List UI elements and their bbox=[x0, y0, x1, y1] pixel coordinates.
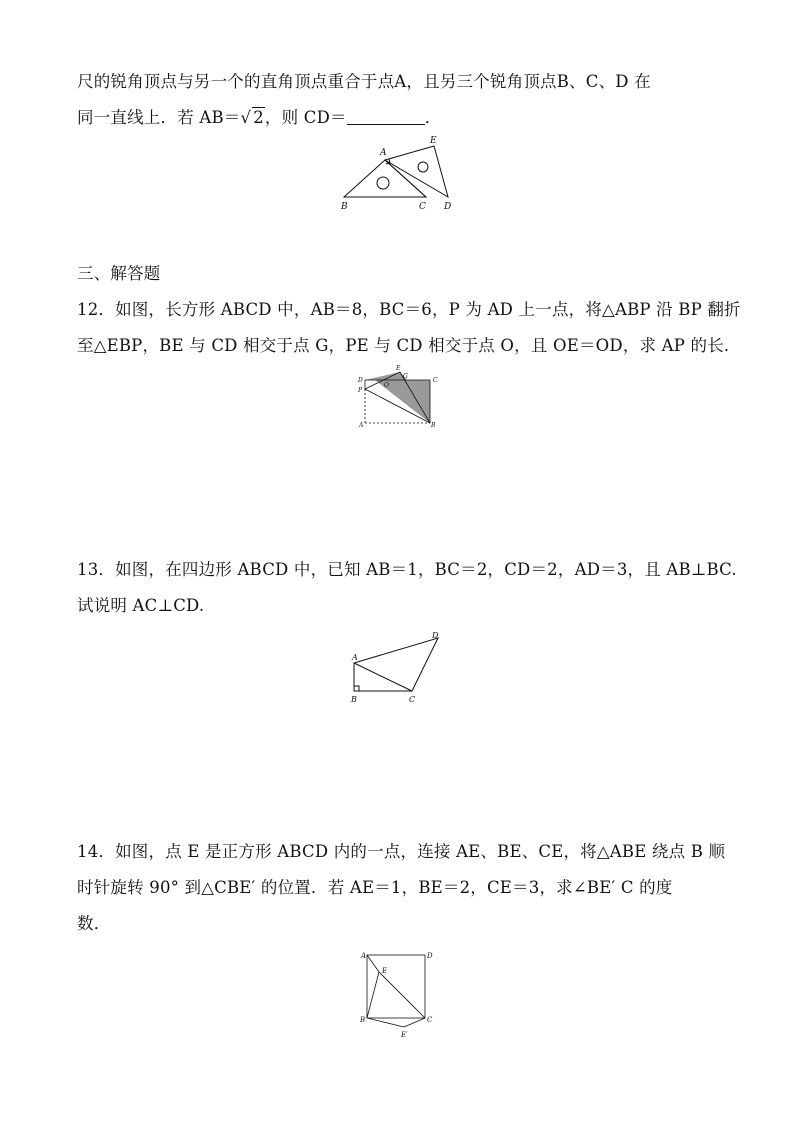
section-title: 三、解答题 bbox=[77, 264, 161, 283]
label-e: E bbox=[382, 967, 388, 975]
q12-text-line1: 12．如图，长方形 ABCD 中，AB＝8，BC＝6，P 为 AD 上一点，将△ABP 沿 BP 翻折 bbox=[77, 300, 741, 319]
label-d: D bbox=[427, 952, 433, 960]
q14-text-line2: 时针旋转 90° 到△CBE′ 的位置．若 AE＝1，BE＝2，CE＝3，求∠BE′ C 的度 bbox=[77, 878, 673, 897]
q14-figure bbox=[355, 946, 439, 1042]
label-p: P bbox=[358, 387, 363, 394]
label-c: C bbox=[419, 202, 426, 212]
ruler-hole-circle bbox=[418, 162, 428, 172]
label-b: B bbox=[341, 202, 348, 212]
label-d: D bbox=[432, 631, 439, 640]
label-e: E bbox=[396, 365, 401, 372]
label-c: C bbox=[409, 695, 416, 704]
ruler-hole-circle bbox=[377, 177, 389, 189]
label-d: D bbox=[358, 377, 363, 384]
label-e: E bbox=[430, 136, 437, 146]
label-g: G bbox=[403, 373, 408, 380]
q11-text-line2 bbox=[77, 104, 441, 128]
label-b: B bbox=[360, 1016, 366, 1024]
label-e-prime: E′ bbox=[401, 1031, 408, 1039]
label-a: A bbox=[361, 952, 367, 960]
sqrt-expression: √ 2 bbox=[240, 108, 264, 127]
triangle-abc bbox=[344, 160, 426, 197]
q11-line2-mid: ，则 CD＝ bbox=[264, 108, 347, 127]
q14-text-line1: 14．如图，点 E 是正方形 ABCD 内的一点，连接 AE、BE、CE，将△ABE 绕点 B 顺 bbox=[77, 842, 726, 861]
q11-figure bbox=[335, 133, 465, 215]
label-b: B bbox=[351, 695, 357, 704]
q11-line2-end: ． bbox=[424, 108, 442, 127]
label-a: A bbox=[359, 422, 364, 429]
q12-text-line2: 至△EBP，BE 与 CD 相交于点 G，PE 与 CD 相交于点 O，且 OE＝OD，求 AP 的长． bbox=[77, 336, 741, 355]
sqrt-radicand: 2 bbox=[253, 108, 264, 127]
square-abcd bbox=[367, 955, 425, 1018]
label-c: C bbox=[427, 1016, 433, 1024]
label-d: D bbox=[444, 202, 452, 212]
q11-text-line1: 尺的锐角顶点与另一个的直角顶点重合于点A，且另三个锐角顶点B、C、D 在 bbox=[77, 72, 651, 91]
label-a: A bbox=[352, 653, 358, 662]
right-angle-mark bbox=[354, 686, 359, 691]
answer-blank[interactable] bbox=[347, 110, 425, 125]
label-o: O bbox=[384, 382, 389, 389]
label-b: B bbox=[431, 422, 436, 429]
q12-figure bbox=[354, 364, 440, 430]
q13-text-line2: 试说明 AC⊥CD. bbox=[77, 596, 205, 615]
q14-text-line3: 数． bbox=[77, 914, 111, 933]
triangle-aed bbox=[385, 146, 448, 197]
q13-figure bbox=[346, 628, 450, 708]
label-a: A bbox=[380, 148, 387, 158]
q11-line2-pre: 同一直线上．若 AB＝ bbox=[77, 108, 241, 127]
label-c: C bbox=[433, 377, 438, 384]
q13-text-line1: 13．如图，在四边形 ABCD 中，已知 AB＝1，BC＝2，CD＝2，AD＝3，且 AB⊥BC. bbox=[77, 560, 737, 579]
